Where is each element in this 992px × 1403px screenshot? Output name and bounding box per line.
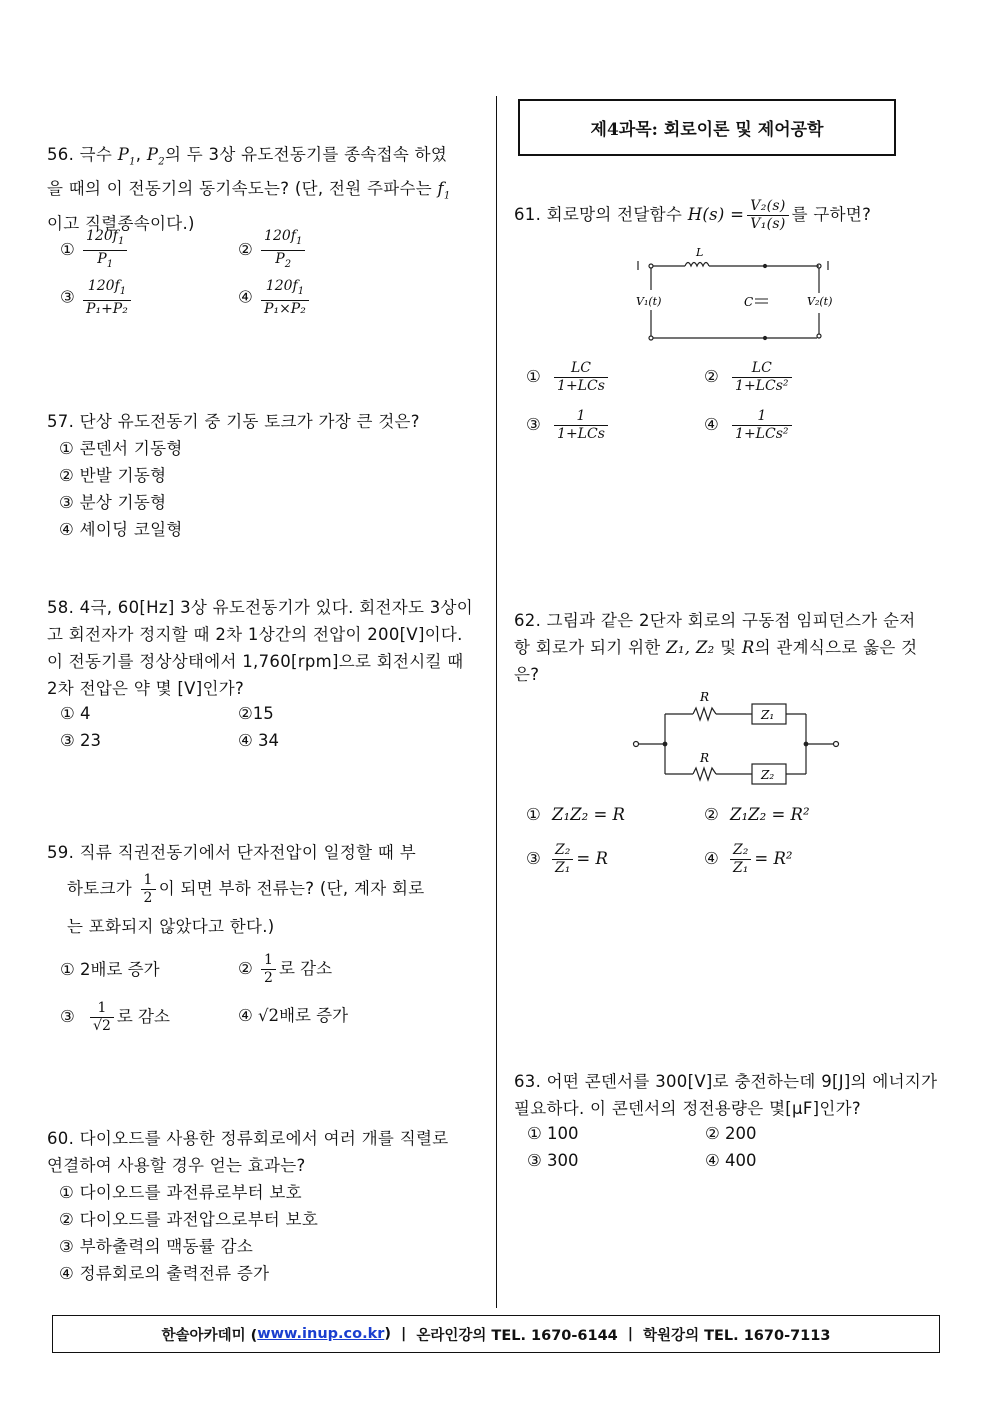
- q59-option-4[interactable]: ④ √2배로 증가: [238, 1006, 349, 1025]
- q62-resistor-bottom: [693, 768, 716, 780]
- q57-option-3[interactable]: ③ 분상 기동형: [59, 493, 167, 512]
- q61-capacitor-label: C: [744, 295, 754, 309]
- q59-option-3[interactable]: ③ $\frac{1}{√2}$ 로 감소: [60, 1000, 170, 1034]
- q59-option-2[interactable]: ② $\frac{1}{2}$ 로 감소: [238, 952, 333, 986]
- q56-option-2[interactable]: ② $\frac{120f_1}{P_2}$: [238, 228, 308, 273]
- q60-option-2[interactable]: ② 다이오드를 과전압으로부터 보호: [59, 1210, 319, 1229]
- q56-opt2-fraction: $\frac{120f_1}{P_2}$: [261, 228, 305, 273]
- q61-v2-label: V₂(t): [807, 295, 833, 308]
- q61-opt4-fraction: $\frac{1}{\text{1+LCs²}}$: [732, 408, 791, 443]
- q61-transfer-fraction: $\frac{\text{V₂(s)}}{\text{V₁(s)}}$: [747, 198, 788, 233]
- q57-option-4[interactable]: ④ 셰이딩 코일형: [59, 520, 183, 539]
- q60-option-1[interactable]: ① 다이오드를 과전류로부터 보호: [59, 1183, 302, 1202]
- q59-line2: 하토크가 $\frac{1}{2}$ 이 되면 부하 전류는? (단, 계자 회로: [67, 872, 425, 906]
- footer-separator-2: |: [627, 1326, 634, 1342]
- q62-resistor-top: [693, 708, 716, 720]
- q61-option-2[interactable]: ② $\frac{LC}{\text{1+LCs²}}$: [704, 360, 795, 395]
- question-62: [514, 607, 950, 688]
- q58-line4: 2차 전압은 약 몇 [V]인가?: [47, 679, 245, 698]
- q59-option-1[interactable]: ① 2배로 증가: [60, 960, 160, 979]
- q58-line3: 이 전동기를 정상상태에서 1,760[rpm]으로 회전시킬 때: [47, 652, 464, 671]
- subject-header: [518, 99, 896, 156]
- online-lecture-tel: 온라인강의 TEL. 1670-6144: [416, 1327, 618, 1344]
- q59-half-fraction: $\frac{1}{2}$: [141, 872, 156, 907]
- subject-title: 제4과목: 회로이론 및 제어공학: [590, 120, 824, 140]
- q58-line2: 고 회전자가 정지할 때 2차 1상간의 전압이 200[V]이다.: [47, 625, 463, 644]
- q61-option-4[interactable]: ④ $\frac{1}{\text{1+LCs²}}$: [704, 408, 795, 443]
- q58-option-4[interactable]: ④ 34: [238, 731, 280, 750]
- q60-option-3[interactable]: ③ 부하출력의 맥동률 감소: [59, 1237, 254, 1256]
- q56-line3: 이고 직렬종속이다.): [47, 213, 195, 233]
- q62-line3: 은?: [514, 665, 540, 684]
- q62-line2: 항 회로가 되기 위한 Z₁, Z₂ 및 R의 관계식으로 옳은 것: [514, 638, 918, 657]
- q62-option-4[interactable]: ④ $\frac{\text{Z₂}}{\text{Z₁}}$ = R²: [704, 842, 793, 876]
- q61-option-3[interactable]: ③ $\frac{1}{\text{1+LCs}}$: [526, 408, 611, 443]
- q61-opt3-fraction: $\frac{1}{\text{1+LCs}}$: [554, 408, 608, 443]
- q56-option-4[interactable]: ④ $\frac{120f_1}{\text{P₁×P₂}}$: [238, 278, 312, 318]
- q56-line1: 56. 극수 $P_1$, $P_2$의 두 3상 유도전동기를 종속접속 하였: [47, 145, 448, 168]
- q61-v1-label: V₁(t): [636, 295, 662, 308]
- question-59: [47, 839, 487, 940]
- q62-r-bottom-label: R: [700, 751, 710, 765]
- q57-option-2[interactable]: ② 반발 기동형: [59, 466, 167, 485]
- question-56: [47, 141, 482, 237]
- q61-inductor-symbol: [685, 263, 709, 267]
- question-61: 61. 회로망의 전달함수 H(s) = $\frac{\text{V₂(s)}}{\text{V₁(s)}}$ 를 구하면?: [514, 198, 872, 232]
- q58-line1: 58. 4극, 60[Hz] 3상 유도전동기가 있다. 회전자도 3상이: [47, 598, 473, 617]
- q56-opt3-fraction: $\frac{120f_1}{\text{P₁+P₂}}$: [83, 278, 131, 318]
- q60-option-4[interactable]: ④ 정류회로의 출력전류 증가: [59, 1264, 270, 1283]
- q61-inductor-label: L: [696, 246, 704, 259]
- q60-line1: 60. 다이오드를 사용한 정류회로에서 여러 개를 직렬로: [47, 1129, 449, 1148]
- q58-option-3[interactable]: ③ 23: [60, 731, 102, 750]
- offline-lecture-tel: 학원강의 TEL. 1670-7113: [643, 1327, 831, 1344]
- q59-opt2-fraction: $\frac{1}{2}$: [261, 952, 276, 987]
- q62-line1: 62. 그림과 같은 2단자 회로의 구동점 임피던스가 순저: [514, 611, 916, 630]
- q62-z2-label: Z₂: [761, 768, 775, 782]
- q62-opt3-fraction: $\frac{\text{Z₂}}{\text{Z₁}}$: [552, 842, 573, 877]
- q61-circuit-diagram: [630, 240, 840, 346]
- q56-option-1[interactable]: ① $\frac{120f_1}{P_1}$: [60, 228, 130, 273]
- q56-opt1-fraction: $\frac{120f_1}{P_1}$: [83, 228, 127, 273]
- q62-z1-label: Z₁: [761, 708, 775, 722]
- q62-circuit-diagram: [628, 688, 844, 788]
- column-divider: [496, 96, 497, 1308]
- q56-option-3[interactable]: ③ $\frac{120f_1}{\text{P₁+P₂}}$: [60, 278, 134, 318]
- q62-option-2[interactable]: ② Z₁Z₂ = R²: [704, 805, 810, 824]
- q58-option-1[interactable]: ① 4: [60, 704, 91, 723]
- q63-option-4[interactable]: ④ 400: [705, 1151, 757, 1170]
- academy-website-link[interactable]: www.inup.co.kr: [257, 1326, 385, 1342]
- q62-option-3[interactable]: ③ $\frac{\text{Z₂}}{\text{Z₁}}$ = R: [526, 842, 608, 876]
- q56-opt4-fraction: $\frac{120f_1}{\text{P₁×P₂}}$: [261, 278, 309, 318]
- q57-stem: 57. 단상 유도전동기 중 기동 토크가 가장 큰 것은?: [47, 412, 420, 431]
- q61-option-1[interactable]: ① $\frac{LC}{\text{1+LCs}}$: [526, 360, 611, 395]
- q63-line2: 필요하다. 이 콘덴서의 정전용량은 몇[μF]인가?: [514, 1099, 861, 1118]
- footer-separator: |: [401, 1326, 407, 1342]
- q58-option-2[interactable]: ②15: [238, 704, 274, 723]
- question-58: [47, 594, 487, 702]
- q62-opt4-fraction: $\frac{\text{Z₂}}{\text{Z₁}}$: [730, 842, 751, 877]
- q63-option-1[interactable]: ① 100: [527, 1124, 579, 1143]
- question-57: [47, 408, 482, 543]
- question-60: [47, 1125, 487, 1287]
- q56-line2: 을 때의 이 전동기의 동기속도는? (단, 전원 주파수는 $f_1$: [47, 179, 451, 202]
- q59-line1: 59. 직류 직권전동기에서 단자전압이 일정할 때 부: [47, 843, 416, 862]
- q60-line2: 연결하여 사용할 경우 얻는 효과는?: [47, 1156, 306, 1175]
- q62-option-1[interactable]: ① Z₁Z₂ = R: [526, 805, 625, 824]
- q59-line3: 는 포화되지 않았다고 한다.): [67, 917, 275, 936]
- q62-r-top-label: R: [700, 690, 710, 704]
- q61-opt1-fraction: $\frac{LC}{\text{1+LCs}}$: [554, 360, 608, 395]
- q63-option-2[interactable]: ② 200: [705, 1124, 757, 1143]
- q57-option-1[interactable]: ① 콘덴서 기동형: [59, 439, 183, 458]
- question-63: [514, 1068, 954, 1122]
- q59-opt3-fraction: $\frac{1}{√2}$: [90, 1000, 114, 1035]
- q61-opt2-fraction: $\frac{LC}{\text{1+LCs²}}$: [732, 360, 791, 395]
- page-footer: 한솔아카데미 ( www.inup.co.kr ) | 온라인강의 TEL. 1670-6144 | 학원강의 TEL. 1670-7113: [52, 1315, 940, 1353]
- q63-line1: 63. 어떤 콘덴서를 300[V]로 충전하는데 9[J]의 에너지가: [514, 1072, 938, 1091]
- q63-option-3[interactable]: ③ 300: [527, 1151, 579, 1170]
